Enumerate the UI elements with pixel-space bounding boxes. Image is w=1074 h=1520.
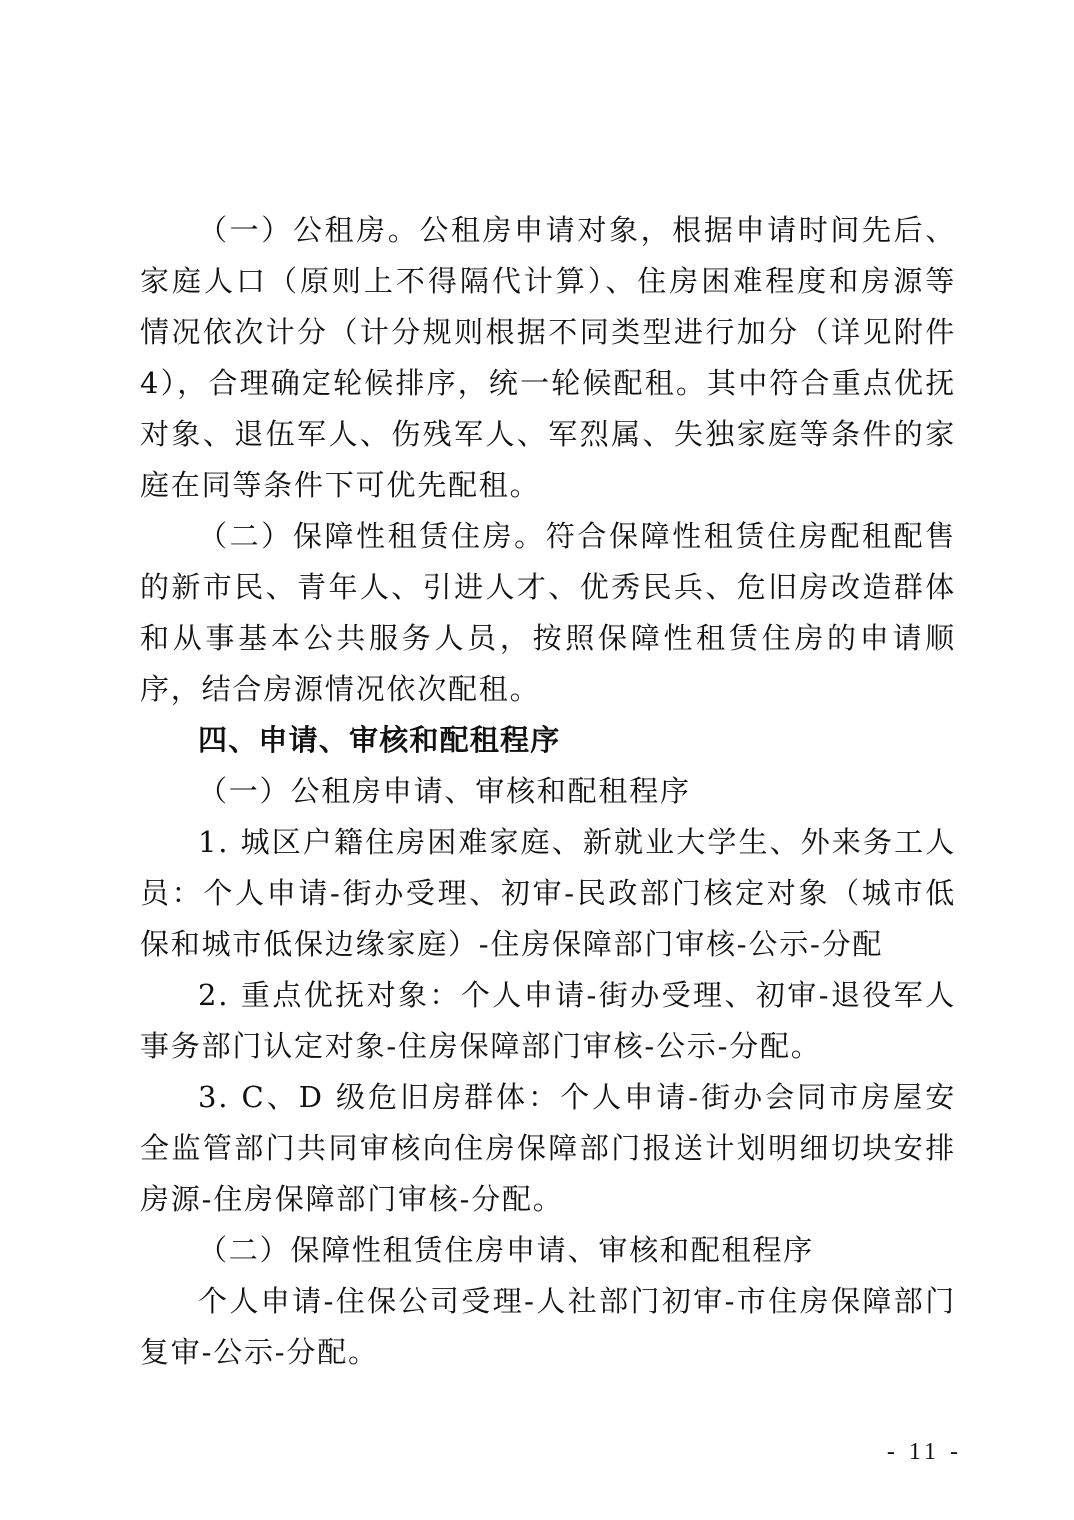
procedure-item-3: 3. C、D 级危旧房群体：个人申请-街办会同市房屋安全监管部门共同审核向住房保障部门报送计划明细切块安排房源-住房保障部门审核-分配。 — [140, 1080, 956, 1216]
procedure-item-1: 1. 城区户籍住房困难家庭、新就业大学生、外来务工人员：个人申请-街办受理、初审-民政部门核定对象（城市低保和城市低保边缘家庭）-住房保障部门审核-公示-分配 — [140, 825, 956, 961]
procedure-affordable-rental: 个人申请-住保公司受理-人社部门初审-市住房保障部门复审-公示-分配。 — [140, 1284, 956, 1369]
section-heading-procedure: 四、申请、审核和配租程序 — [198, 723, 561, 757]
document-body — [140, 205, 956, 1378]
paragraph-affordable-rental: （二）保障性租赁住房。符合保障性租赁住房配租配售的新市民、青年人、引进人才、优秀民兵、危旧房改造群体和从事基本公共服务人员，按照保障性租赁住房的申请顺序，结合房源情况依次配租。 — [140, 519, 956, 706]
subheading-public-rental-procedure: （一）公租房申请、审核和配租程序 — [198, 774, 691, 808]
page-number: - 11 - — [886, 1439, 962, 1465]
procedure-item-2: 2. 重点优抚对象：个人申请-街办受理、初审-退役军人事务部门认定对象-住房保障部门审核-公示-分配。 — [140, 978, 956, 1063]
paragraph-public-rental: （一）公租房。公租房申请对象，根据申请时间先后、家庭人口（原则上不得隔代计算）、住房困难程度和房源等情况依次计分（计分规则根据不同类型进行加分（详见附件 4），合理确定轮候排序，统一轮候配租。其中符合重点优抚对象、退伍军人、伤残军人、军烈属、失独家庭等条件的家庭在同等条件下可优先配租。 — [140, 213, 956, 502]
subheading-affordable-rental-procedure: （二）保障性租赁住房申请、审核和配租程序 — [198, 1233, 815, 1267]
